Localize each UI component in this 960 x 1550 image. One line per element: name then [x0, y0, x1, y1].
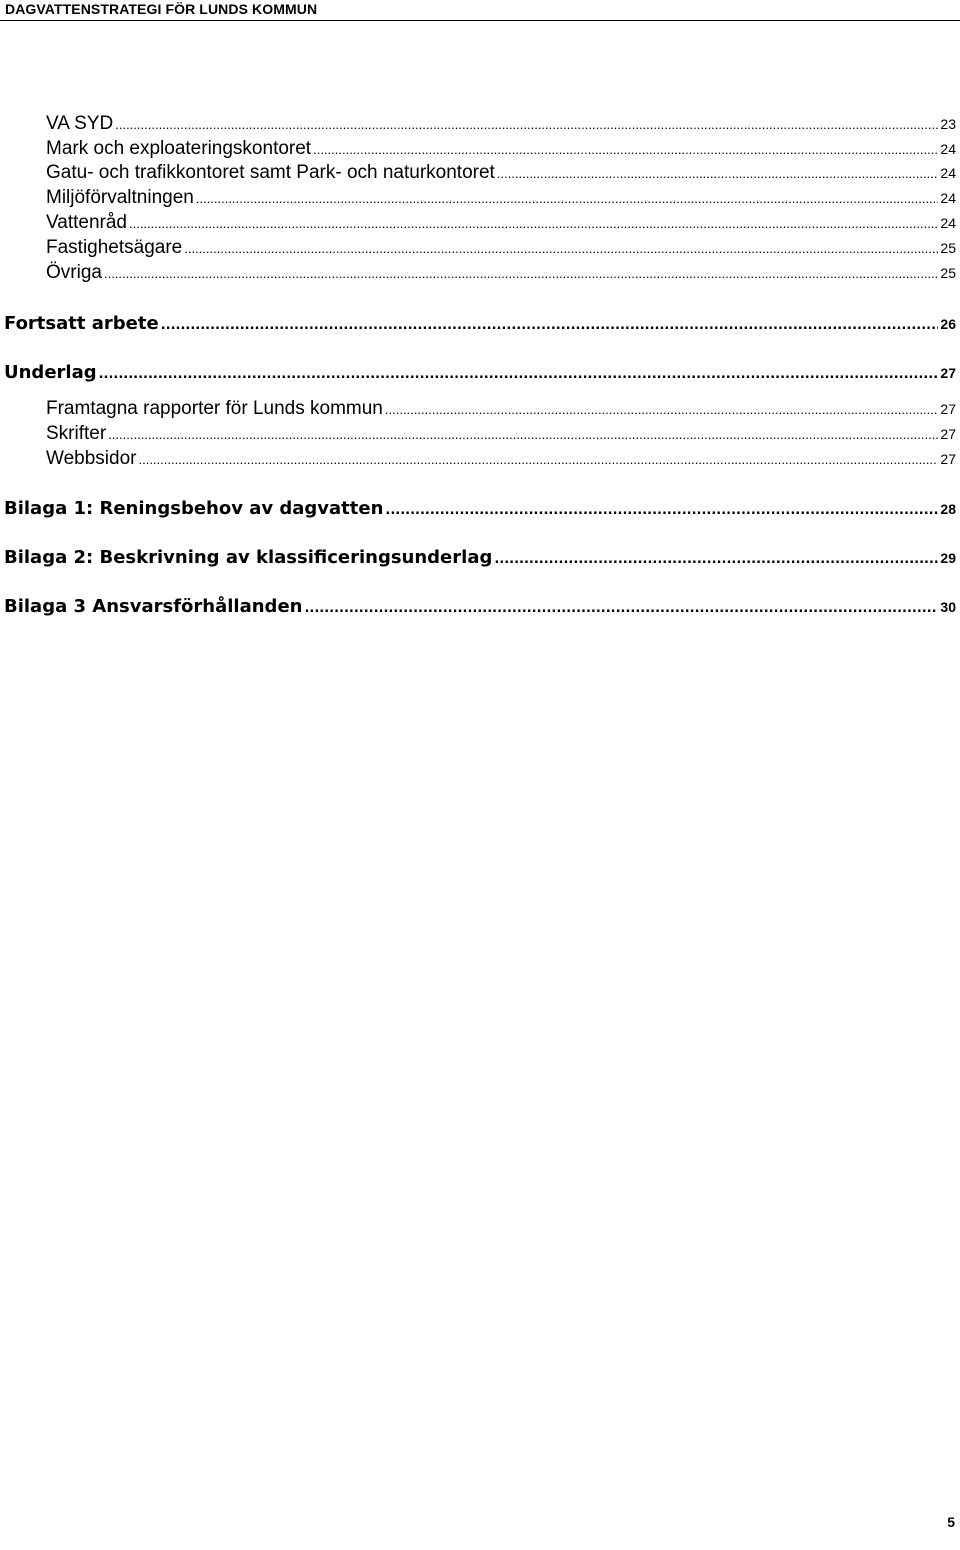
toc-leader [494, 547, 938, 568]
toc-entry-label: Skrifter [46, 423, 107, 444]
toc-entry-page: 30 [940, 599, 956, 615]
toc-entry-page: 24 [940, 190, 956, 206]
toc-heading-entry[interactable] [4, 498, 956, 519]
toc-leader [138, 448, 938, 470]
toc-entry-page: 27 [940, 365, 956, 381]
toc-leader [385, 498, 938, 519]
toc-leader [99, 362, 939, 383]
toc-entry[interactable] [46, 113, 956, 135]
toc-heading-entry[interactable] [4, 547, 956, 568]
toc-entry-label: Underlag [4, 362, 97, 383]
toc-entry[interactable] [46, 262, 956, 284]
page-number: 5 [947, 1514, 955, 1530]
toc-entry-label: VA SYD [46, 113, 114, 134]
toc-leader [184, 237, 938, 259]
toc-entry-page: 24 [940, 141, 956, 157]
toc-entry-label: Bilaga 2: Beskrivning av klassificeringsunderlag [4, 547, 493, 568]
toc-entry-label: Fortsatt arbete [4, 313, 159, 334]
toc-entry[interactable] [46, 187, 956, 209]
toc-entry[interactable] [46, 212, 956, 234]
toc-leader [497, 162, 939, 184]
toc-entry-page: 26 [940, 316, 956, 332]
toc-entry[interactable] [46, 237, 956, 259]
toc-entry-label: Övriga [46, 262, 102, 283]
header-divider [0, 20, 960, 21]
toc-entry[interactable] [46, 162, 956, 184]
toc-entry-page: 28 [940, 501, 956, 517]
toc-entry-page: 27 [940, 426, 956, 442]
document-title: DAGVATTENSTRATEGI FÖR LUNDS KOMMUN [5, 1, 318, 17]
toc-entry-page: 23 [940, 116, 956, 132]
toc-leader [313, 138, 938, 160]
toc-entry-label: Bilaga 1: Reningsbehov av dagvatten [4, 498, 384, 519]
toc-leader [129, 212, 938, 234]
toc-heading-entry[interactable] [4, 596, 956, 617]
toc-leader [104, 262, 938, 284]
toc-entry[interactable] [46, 423, 956, 445]
toc-entry-page: 27 [940, 401, 956, 417]
toc-entry-page: 24 [940, 215, 956, 231]
toc-entry[interactable] [46, 398, 956, 420]
toc-leader [161, 313, 939, 334]
toc-entry-label: Fastighetsägare [46, 237, 183, 258]
toc-entry[interactable] [46, 138, 956, 160]
toc-leader [304, 596, 938, 617]
toc-leader [108, 423, 938, 445]
toc-entry-label: Miljöförvaltningen [46, 187, 194, 208]
toc-leader [115, 113, 938, 135]
toc-entry-page: 25 [940, 265, 956, 281]
toc-entry-page: 25 [940, 240, 956, 256]
toc-entry-label: Vattenråd [46, 212, 127, 233]
toc-entry-label: Mark och exploateringskontoret [46, 138, 312, 159]
toc-leader [385, 398, 939, 420]
toc-entry-page: 29 [940, 550, 956, 566]
page-header [0, 0, 960, 22]
toc-entry-label: Gatu- och trafikkontoret samt Park- och naturkontoret [46, 162, 495, 183]
toc-entry-label: Bilaga 3 Ansvarsförhållanden [4, 596, 303, 617]
toc-entry-label: Framtagna rapporter för Lunds kommun [46, 398, 383, 419]
toc-leader [196, 187, 939, 209]
toc-entry[interactable] [46, 448, 956, 470]
toc-heading-entry[interactable] [4, 313, 956, 334]
toc-entry-page: 27 [940, 451, 956, 467]
toc-entry-label: Webbsidor [46, 448, 137, 469]
toc-heading-entry[interactable] [4, 362, 956, 383]
toc-entry-page: 24 [940, 165, 956, 181]
